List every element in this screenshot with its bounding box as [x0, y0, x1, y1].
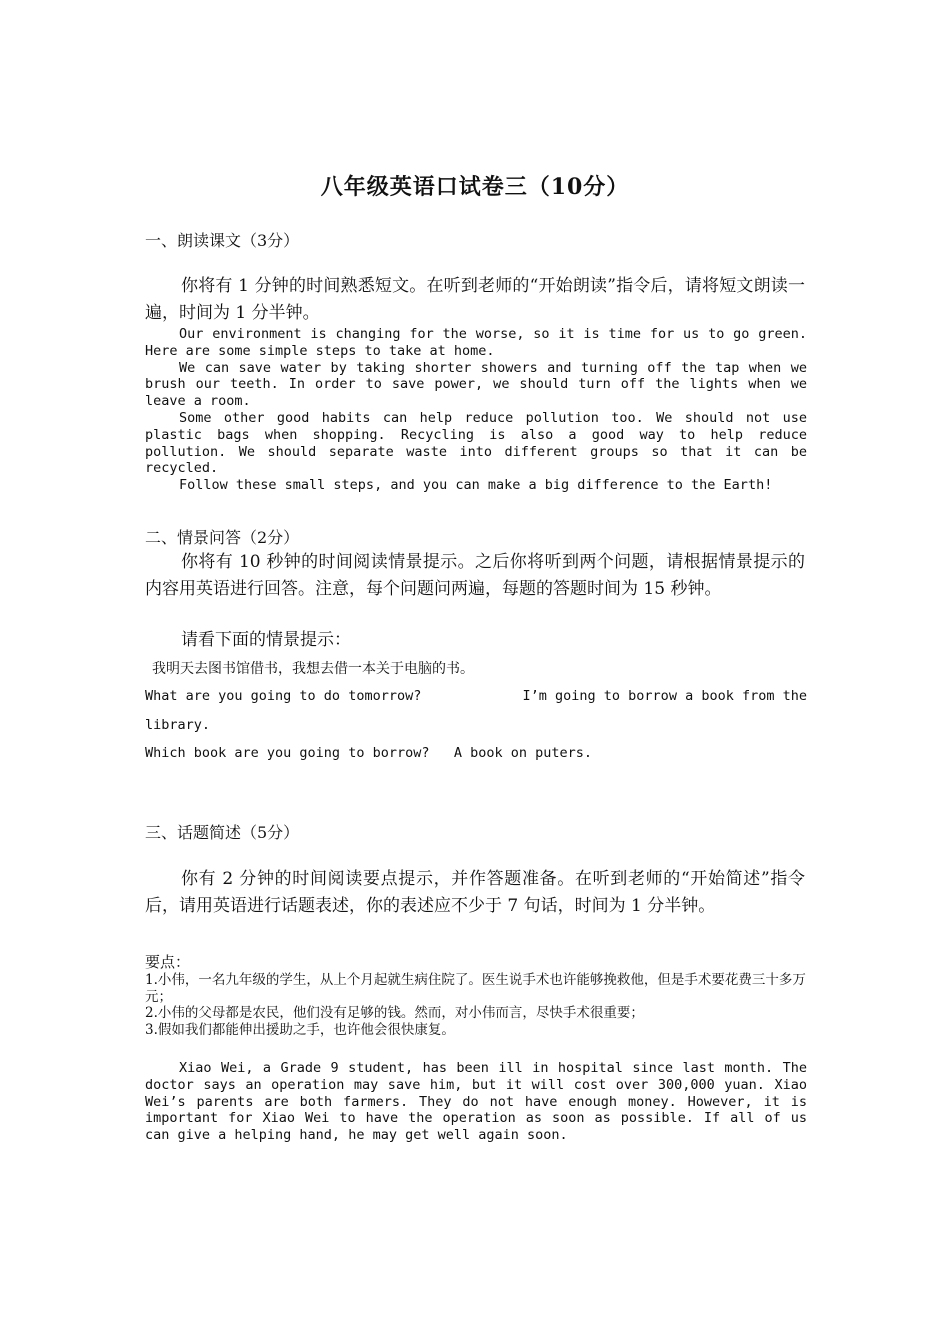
- qa-line-1: [145, 688, 807, 704]
- section-2-instruction: 你将有 10 秒钟的时间阅读情景提示。之后你将听到两个问题，请根据情景提示的内容用英语进行回答。注意，每个问题问两遍，每题的答题时间为 15 秒钟。: [145, 552, 805, 599]
- passage-paragraph: Follow these small steps, and you can make a big difference to the Earth!: [179, 477, 773, 494]
- section-3-heading: 三、话题简述（5分）: [145, 823, 300, 842]
- page-title: 八年级英语口试卷三（10分）: [320, 174, 630, 200]
- section-3-instruction: 你有 2 分钟的时间阅读要点提示，并作答题准备。在听到老师的“开始简述”指令后，请用英语进行话题表述，你的表述应不少于 7 句话，时间为 1 分半钟。: [145, 869, 805, 916]
- reading-passage: [145, 326, 807, 494]
- key-points-list: [145, 972, 807, 1038]
- answer-2: A book on puters.: [453, 745, 593, 761]
- sample-answer: [145, 1060, 807, 1144]
- points-label: 要点：: [145, 953, 191, 971]
- qa-line-2: [145, 745, 807, 761]
- question-1: What are you going to do tomorrow?: [145, 688, 422, 704]
- answer-1-continuation: library.: [145, 717, 211, 733]
- passage-paragraph: We can save water by taking shorter showers and turning off the tap when we brush our teeth. In order to save power, we should turn off the lights when we leave a room.: [145, 359, 807, 410]
- key-point: 1.小伟，一名九年级的学生，从上个月起就生病住院了。医生说手术也许能够挽救他，但是手术要花费三十多万元；: [145, 972, 806, 1005]
- section-2-heading: 二、情景问答（2分）: [145, 528, 300, 547]
- section-1-instruction: 你将有 1 分钟的时间熟悉短文。在听到老师的“开始朗读”指令后，请将短文朗读一遍，时间为 1 分半钟。: [145, 276, 805, 323]
- sample-answer-text: Xiao Wei, a Grade 9 student, has been ill in hospital since last month. The doctor says an operation may save him, but it will cost over 300,000 yuan. Xiao Wei’s parents are both farmers. They do not have enough money. However, it is important for Xiao Wei to have the operation as soon as possible. If all of us can give a helping hand, he may get well again soon.: [145, 1060, 807, 1144]
- passage-paragraph: Some other good habits can help reduce pollution too. We should not use plastic bags when shopping. Recycling is also a good way to help reduce pollution. We should separate waste into different groups so that it can be recycled.: [145, 409, 807, 477]
- key-point: 2.小伟的父母都是农民，他们没有足够的钱。然而，对小伟而言，尽快手术很重要；: [145, 1005, 644, 1021]
- answer-1: I’m going to borrow a book from the: [522, 688, 807, 704]
- key-point: 3.假如我们都能伸出援助之手，也许他会很快康复。: [145, 1021, 455, 1038]
- question-2: Which book are you going to borrow?: [145, 745, 430, 761]
- section-2-prompt-label: 请看下面的情景提示：: [181, 630, 351, 650]
- passage-paragraph: Our environment is changing for the worse, so it is time for us to go green. Here are some simple steps to take at home.: [145, 326, 807, 359]
- scenario-text: 我明天去图书馆借书，我想去借一本关于电脑的书。: [152, 661, 474, 677]
- section-1-heading: 一、朗读课文（3分）: [145, 231, 300, 250]
